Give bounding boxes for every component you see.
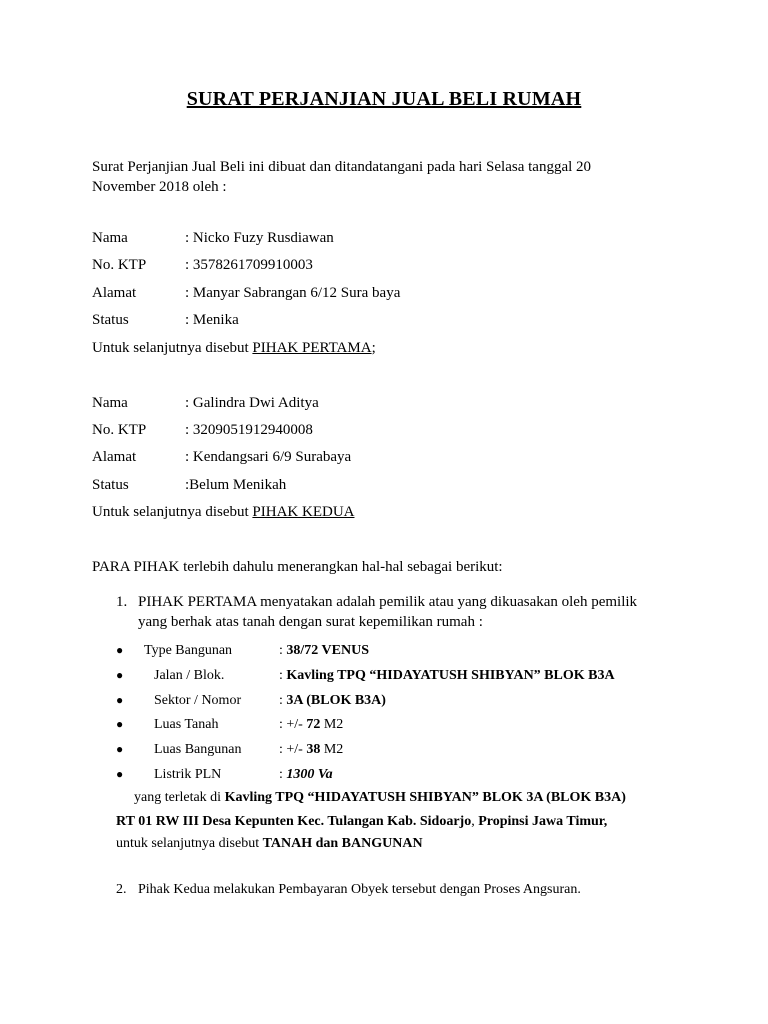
- field-label: Alamat: [92, 285, 137, 301]
- field-value: : Nicko Fuzy Rusdiawan: [185, 230, 334, 246]
- field-label: Status: [92, 477, 129, 493]
- location-line3-prefix: untuk selanjutnya disebut: [116, 836, 263, 851]
- bullet-luas-tanah: [116, 714, 343, 735]
- location-line3-bold: TANAH dan BANGUNAN: [262, 836, 423, 851]
- field-value: :Belum Menikah: [185, 477, 287, 493]
- bullet-listrik-pln: [116, 764, 333, 785]
- location-line-3: [116, 834, 423, 854]
- document-title: SURAT PERJANJIAN JUAL BELI RUMAH: [186, 88, 582, 110]
- bullet-type-bangunan: [116, 640, 369, 661]
- bullet-label: Type Bangunan: [144, 643, 233, 658]
- pihak-kedua-closing: [92, 502, 354, 522]
- field-label: Nama: [92, 395, 128, 411]
- field-value: : Menika: [185, 312, 239, 328]
- clause-2: [116, 880, 648, 900]
- clause-1: [116, 592, 648, 632]
- field-value: : 3209051912940008: [185, 422, 313, 438]
- bullet-sep: : +/-: [279, 717, 307, 732]
- pihak-kedua-ktp-row: [92, 420, 313, 440]
- field-value: : Kendangsari 6/9 Surabaya: [185, 449, 352, 465]
- pihak-pertama-ktp-row: [92, 255, 313, 275]
- bullet-label: Sektor / Nomor: [154, 693, 242, 708]
- para-pihak-statement: PARA PIHAK terlebih dahulu menerangkan hal-hal sebagai berikut:: [92, 559, 503, 575]
- field-value: : Galindra Dwi Aditya: [185, 395, 319, 411]
- bullet-value: 1300 Va: [286, 767, 333, 782]
- location-line-1: [134, 788, 626, 808]
- bullet-unit: M2: [320, 717, 344, 732]
- bullet-label: Luas Bangunan: [154, 742, 242, 757]
- pihak-pertama-status-row: [92, 310, 239, 330]
- bullet-sep: : +/-: [279, 742, 307, 757]
- field-label: Status: [92, 312, 129, 328]
- bullet-value: 38: [306, 742, 321, 757]
- bullet-icon: ●: [116, 717, 124, 731]
- location-comma: ,: [471, 814, 479, 829]
- closing-prefix: Untuk selanjutnya disebut: [92, 504, 253, 520]
- intro-paragraph: Surat Perjanjian Jual Beli ini dibuat dan ditandatangani pada hari Selasa tanggal 20 November 2018 oleh :: [92, 159, 592, 195]
- bullet-icon: ●: [116, 643, 124, 657]
- bullet-value: 3A (BLOK B3A): [286, 693, 386, 708]
- bullet-label: Listrik PLN: [154, 767, 222, 782]
- bullet-value: Kavling TPQ “HIDAYATUSH SHIBYAN” BLOK B3A: [286, 668, 615, 683]
- closing-prefix: Untuk selanjutnya disebut: [92, 340, 253, 356]
- bullet-sep: :: [279, 643, 287, 658]
- bullet-label: Luas Tanah: [154, 717, 219, 732]
- bullet-sep: :: [279, 693, 287, 708]
- bullet-unit: M2: [320, 742, 344, 757]
- clause-number: 2.: [116, 882, 127, 897]
- bullet-icon: ●: [116, 742, 124, 756]
- bullet-icon: ●: [116, 668, 124, 682]
- bullet-sep: :: [279, 668, 287, 683]
- location-line-2: [116, 812, 607, 832]
- field-value: : 3578261709910003: [185, 257, 313, 273]
- pihak-kedua-status-row: [92, 475, 286, 495]
- bullet-label: Jalan / Blok.: [154, 668, 225, 683]
- clause-text: PIHAK PERTAMA menyatakan adalah pemilik atau yang dikuasakan oleh pemilik yang berhak atas tanah dengan surat kepemilikan rumah :: [138, 594, 638, 630]
- field-label: Nama: [92, 230, 128, 246]
- location-bold-2: RT 01 RW III Desa Kepunten Kec. Tulangan Kab. Sidoarjo: [116, 814, 472, 829]
- pihak-pertama-alamat-row: [92, 283, 400, 303]
- bullet-value: 38/72 VENUS: [286, 643, 369, 658]
- pihak-kedua-nama-row: [92, 393, 319, 413]
- bullet-luas-bangunan: [116, 739, 343, 760]
- bullet-jalan-blok: [116, 665, 615, 686]
- field-label: Alamat: [92, 449, 137, 465]
- location-prefix: yang terletak di: [134, 790, 225, 805]
- location-bold-3: Propinsi Jawa Timur,: [478, 814, 608, 829]
- pihak-pertama-term: PIHAK PERTAMA: [252, 340, 372, 356]
- bullet-icon: ●: [116, 767, 124, 781]
- field-label: No. KTP: [92, 422, 147, 438]
- clause-text: Pihak Kedua melakukan Pembayaran Obyek tersebut dengan Proses Angsuran.: [138, 882, 581, 897]
- pihak-kedua-alamat-row: [92, 447, 351, 467]
- field-label: No. KTP: [92, 257, 147, 273]
- clause-number: 1.: [116, 594, 128, 610]
- closing-suffix: ;: [371, 340, 376, 356]
- bullet-icon: ●: [116, 693, 124, 707]
- pihak-kedua-term: PIHAK KEDUA: [252, 504, 355, 520]
- pihak-pertama-closing: [92, 338, 376, 358]
- field-value: : Manyar Sabrangan 6/12 Sura baya: [185, 285, 401, 301]
- location-bold-1: Kavling TPQ “HIDAYATUSH SHIBYAN” BLOK 3A (BLOK B3A): [224, 790, 626, 805]
- pihak-pertama-nama-row: [92, 228, 334, 248]
- bullet-sektor-nomor: [116, 690, 386, 711]
- bullet-sep: :: [279, 767, 287, 782]
- bullet-value: 72: [306, 717, 321, 732]
